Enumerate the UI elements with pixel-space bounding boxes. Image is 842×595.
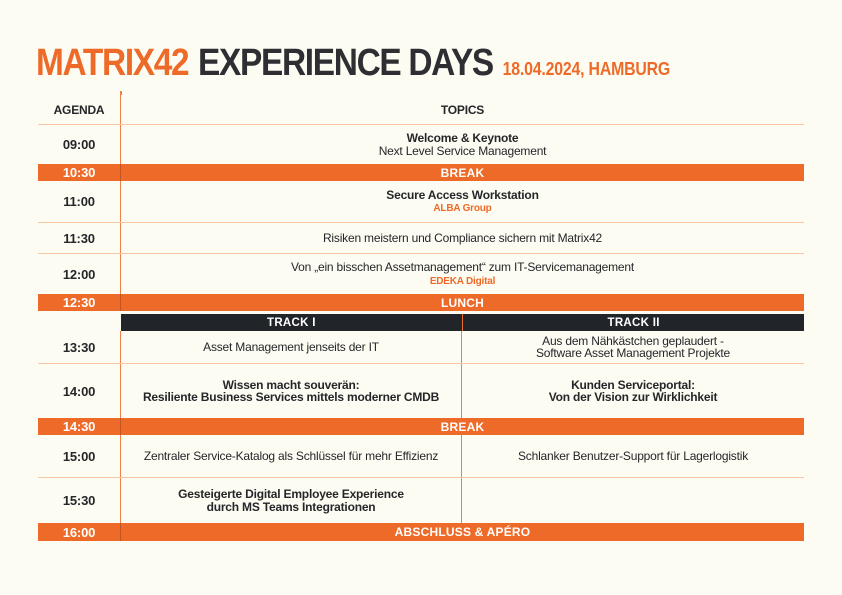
session-cell xyxy=(121,223,804,253)
time-label: 11:00 xyxy=(38,181,121,222)
page-title: EXPERIENCE DAYS xyxy=(198,42,493,84)
session-subtitle: Software Asset Management Projekte xyxy=(536,346,730,360)
brand-logo: MATRIX42 xyxy=(36,42,189,84)
session-title: Asset Management jenseits der IT xyxy=(203,339,379,354)
session-speaker: EDEKA Digital xyxy=(429,275,496,287)
track-header-row xyxy=(38,314,804,331)
lunch-label: LUNCH xyxy=(441,295,484,310)
session-speaker: ALBA Group xyxy=(433,203,492,215)
session-subtitle: Next Level Service Management xyxy=(378,143,547,158)
session-title: Secure Access Workstation xyxy=(386,187,539,202)
agenda-row-1400 xyxy=(38,364,804,418)
track1-label: TRACK I xyxy=(267,316,316,329)
track2-label: TRACK II xyxy=(607,316,660,329)
track2-session-cell xyxy=(462,364,804,418)
session-title: Schlanker Benutzer-Support für Lagerlogistik xyxy=(518,448,748,463)
session-subtitle: Resiliente Business Services mittels moderner CMDB xyxy=(142,390,440,404)
column-divider-stub xyxy=(120,91,122,95)
agenda-row-1130 xyxy=(38,223,804,254)
agenda-row-1330 xyxy=(38,331,804,364)
topics-column-header: TOPICS xyxy=(440,102,485,117)
break-bar-1430 xyxy=(38,418,804,435)
time-label: 12:00 xyxy=(38,254,121,294)
time-label: 16:00 xyxy=(38,523,121,541)
session-cell xyxy=(121,125,804,164)
time-label: 14:30 xyxy=(38,418,121,435)
session-title: Gesteigerte Digital Employee Experience xyxy=(178,487,404,501)
session-subtitle: durch MS Teams Integrationen xyxy=(206,499,376,514)
session-title: Von „ein bisschen Assetmanagement“ zum IT-Servicemanagement xyxy=(290,260,635,275)
event-date-location: 18.04.2024, HAMBURG xyxy=(502,59,671,79)
agenda-table xyxy=(38,95,804,541)
time-label: 15:30 xyxy=(38,478,121,523)
table-header-row xyxy=(38,95,804,125)
track1-session-cell xyxy=(121,331,462,363)
session-title: Wissen macht souverän: xyxy=(222,377,360,392)
time-label: 13:30 xyxy=(38,331,121,363)
agenda-column-header: AGENDA xyxy=(38,95,121,124)
agenda-row-1100 xyxy=(38,181,804,223)
session-title: Aus dem Nähkästchen geplaudert - xyxy=(542,333,724,348)
track2-session-cell-empty xyxy=(462,478,804,523)
masthead xyxy=(36,42,670,85)
agenda-row-0900 xyxy=(38,125,804,164)
session-cell xyxy=(121,181,804,222)
time-label: 11:30 xyxy=(38,223,121,253)
lunch-bar-1230 xyxy=(38,294,804,311)
time-label: 09:00 xyxy=(38,125,121,164)
closing-bar-1600 xyxy=(38,523,804,541)
session-title: Zentraler Service-Katalog als Schlüssel für mehr Effizienz xyxy=(143,448,439,463)
session-title: Kunden Serviceportal: xyxy=(571,377,695,392)
break-bar-1030 xyxy=(38,164,804,181)
closing-label: ABSCHLUSS & APÉRO xyxy=(394,525,531,539)
time-label: 12:30 xyxy=(38,294,121,311)
session-title: Risiken meistern und Compliance sichern mit Matrix42 xyxy=(322,230,603,245)
track1-session-cell xyxy=(121,435,462,477)
session-cell xyxy=(121,254,804,294)
track-header-bar xyxy=(121,314,804,331)
time-label: 14:00 xyxy=(38,364,121,418)
track2-session-cell xyxy=(462,435,804,477)
track1-session-cell xyxy=(121,478,462,523)
track2-session-cell xyxy=(462,331,804,363)
agenda-row-1200 xyxy=(38,254,804,294)
time-label: 15:00 xyxy=(38,435,121,477)
agenda-row-1500 xyxy=(38,435,804,478)
agenda-row-1530 xyxy=(38,478,804,523)
track1-session-cell xyxy=(121,364,462,418)
break-label: BREAK xyxy=(440,165,485,180)
session-subtitle: Von der Vision zur Wirklichkeit xyxy=(548,390,718,404)
track-header-spacer xyxy=(38,314,121,331)
session-title: Welcome & Keynote xyxy=(406,131,519,145)
time-label: 10:30 xyxy=(38,164,121,181)
break-label: BREAK xyxy=(440,419,485,434)
